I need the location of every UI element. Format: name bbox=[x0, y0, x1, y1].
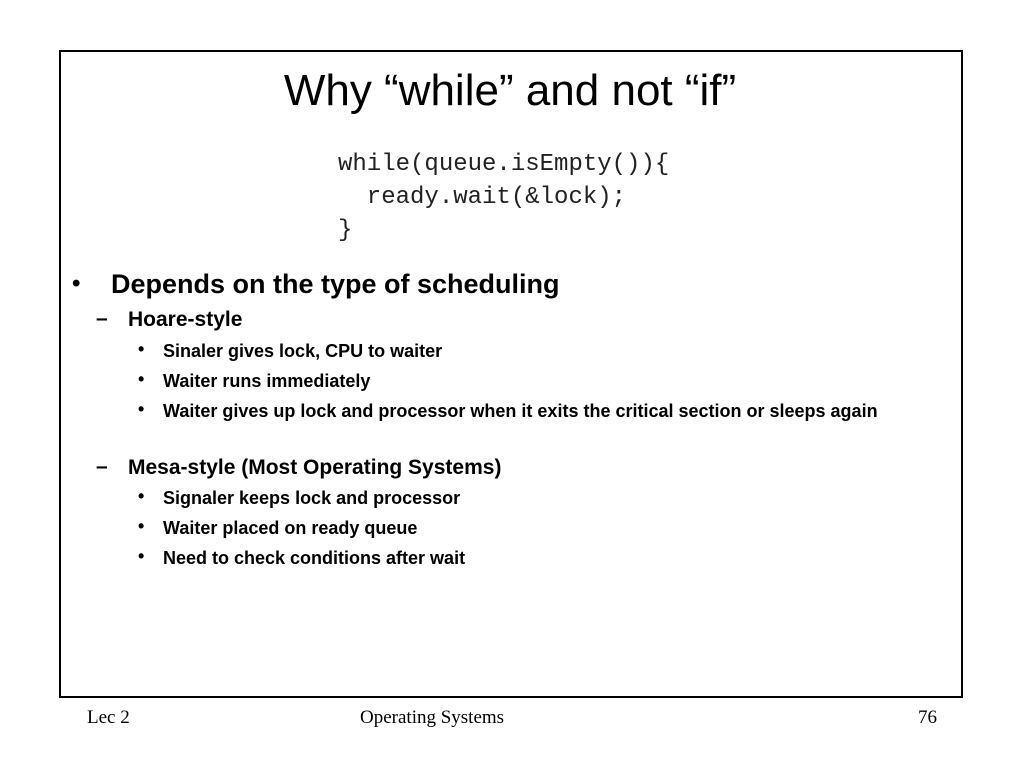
hoare-item: Waiter runs immediately bbox=[163, 371, 371, 391]
hoare-item: Sinaler gives lock, CPU to waiter bbox=[163, 341, 443, 361]
dash-marker: – bbox=[96, 455, 108, 478]
mesa-item: Need to check conditions after wait bbox=[163, 548, 466, 568]
slide-title: Why “while” and not “if” bbox=[283, 66, 737, 115]
hoare-item: Waiter gives up lock and processor when it exits the critical section or sleeps again bbox=[163, 401, 878, 421]
sub-bullet-marker: • bbox=[138, 546, 145, 566]
bullet-marker: • bbox=[72, 270, 81, 297]
main-bullet: Depends on the type of scheduling bbox=[111, 269, 560, 299]
mesa-item: Signaler keeps lock and processor bbox=[163, 488, 461, 508]
code-snippet: while(queue.isEmpty()){ ready.wait(&lock); } bbox=[338, 151, 670, 244]
footer-course: Operating Systems bbox=[360, 707, 505, 728]
footer-lecture: Lec 2 bbox=[87, 707, 130, 728]
mesa-heading: Mesa-style (Most Operating Systems) bbox=[128, 456, 502, 479]
sub-bullet-marker: • bbox=[138, 486, 145, 506]
sub-bullet-marker: • bbox=[138, 399, 145, 419]
hoare-heading: Hoare-style bbox=[128, 308, 243, 331]
sub-bullet-marker: • bbox=[138, 339, 145, 359]
footer-page-number: 76 bbox=[918, 707, 937, 728]
sub-bullet-marker: • bbox=[138, 516, 145, 536]
dash-marker: – bbox=[96, 307, 108, 330]
sub-bullet-marker: • bbox=[138, 369, 145, 389]
mesa-item: Waiter placed on ready queue bbox=[163, 518, 418, 538]
